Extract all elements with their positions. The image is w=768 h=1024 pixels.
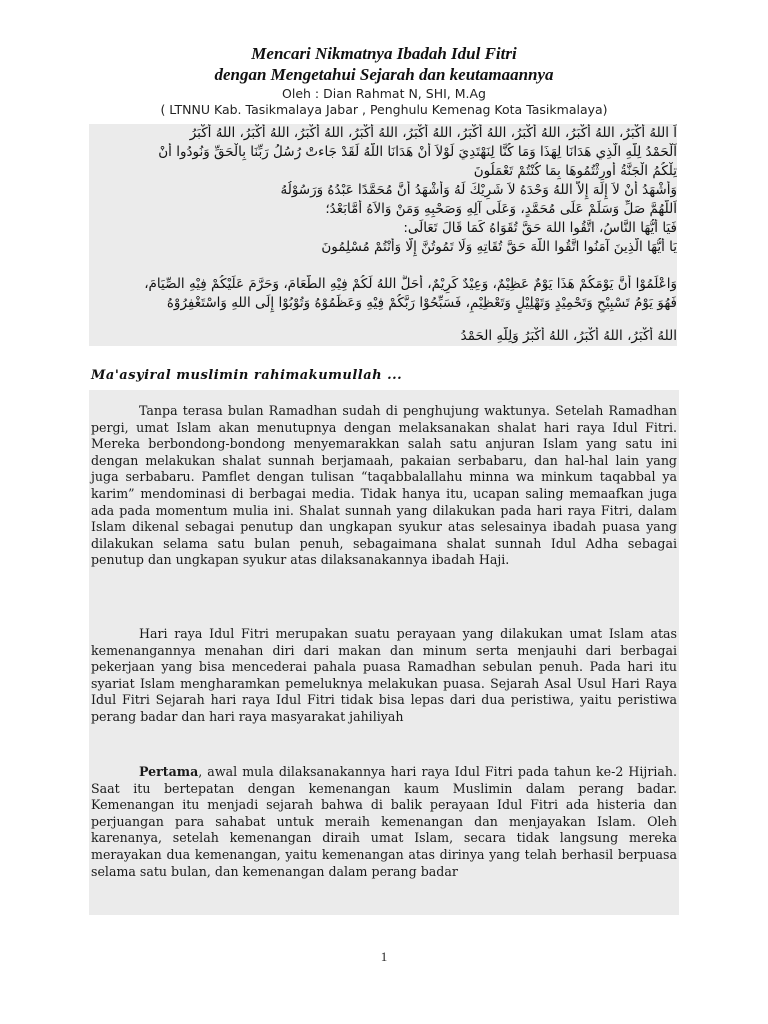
title-line-2: dengan Mengetahui Sejarah dan keutamaannya: [214, 65, 554, 84]
affiliation-line: ( LTNNU Kab. Tasikmalaya Jabar , Penghulu Kemenag Kota Tasikmalaya): [160, 102, 608, 117]
paragraph-3-text: , awal mula dilaksanakannya hari raya Idul Fitri pada tahun ke-2 Hijriah. Saat itu bertepatan dengan kemenangan kaum Muslimin dalam perang badar. Kemenangan itu menjadi sejarah bahwa di balik perayaan Idul Fitri ada histeria dan perjuangan para sahabat untuk meraih kemenangan dan menjayakan Islam. Oleh karenanya, setelah kemenangan diraih umat Islam, secara tidak langsung mereka merayakan dua kemenangan, yaitu kemenangan atas dirinya yang telah berhasil berpuasa selama satu bulan, dan kemenangan dalam perang badar: [91, 764, 677, 879]
paragraph-3-lead: Pertama: [139, 764, 199, 779]
arabic-line: اَللَّهُمَّ صَلِّ وَسَلِّمْ عَلَى مُحَمَّدٍ، وَعَلَى آلِهِ وَصَحْبِهِ وَمَنْ وَالاَهُ أَمَّابَعْدُ؛: [325, 201, 677, 217]
arabic-line: تِلْكُمُ الْجَنَّةُ أُورِثْتُمُوهَا بِمَا كُنْتُمْ تَعْمَلُونَ: [473, 163, 677, 179]
subheading: Ma'asyiral muslimin rahimakumullah ...: [91, 368, 403, 383]
paragraph-1: [91, 403, 677, 569]
arabic-line: اللهُ أَكْبَرُ، اللهُ أَكْبَرُ، اللهُ أَكْبَرُ وَلِلّهِ الحَمْدُ: [460, 328, 677, 344]
arabic-line: وَأَشْهَدُ أَنْ لاَ إِلَهَ إِلاَّ اللهُ وَحْدَهُ لاَ شَرِيْكَ لَهُ وَأَشْهَدُ أَنَّ مُحَمَّدًا عَبْدُهُ وَرَسُوْلُهُ: [280, 182, 677, 198]
author-line: Oleh : Dian Rahmat N, SHI, M.Ag: [282, 86, 486, 101]
paragraph-2: [91, 626, 677, 726]
page-number: 1: [380, 949, 388, 964]
arabic-line: اَ اللهُ أَكْبَرُ، اللهُ أَكْبَرُ، اللهُ أَكْبَرُ، اللهُ أَكْبَرُ، اللهُ أَكْبَرُ، اللهُ أَكْبَرُ، اللهُ أَكْبَرُ، اللهُ أَكْبَرُ، اللهُ أَكْبَرُ: [189, 125, 677, 141]
paragraph-3: [91, 764, 677, 880]
paragraph-1-text: Tanpa terasa bulan Ramadhan sudah di penghujung waktunya. Setelah Ramadhan pergi, umat Islam akan menutupnya dengan melaksanakan shalat hari raya Idul Fitri. Mereka berbondong-bondong menyemarakkan salah satu anjuran Islam yang satu ini dengan melakukan shalat sunnah berjamaah, pakaian serbabaru, dan hal-hal lain yang juga serbabaru. Pamflet dengan tulisan “taqabbalallahu minna wa minkum taqabbal ya karim” mendominasi di berbagai media. Tidak hanya itu, ucapan saling memaafkan juga ada pada momentum mulia ini. Shalat sunnah yang dilakukan pada hari raya Fitri, dalam Islam dikenal sebagai penutup dan ungkapan syukur atas selesainya ibadah puasa yang dilakukan selama satu bulan penuh, sebagaimana shalat sunnah Idul Adha sebagai penutup dan ungkapan syukur atas dilaksanakannya ibadah Haji.: [91, 403, 677, 568]
arabic-line: فَهُوَ يَوْمُ تَسْبِيْحٍ وَتَحْمِيْدٍ وَتَهْلِيْلٍ وَتَعْظِيْمٍ، فَسَبِّحُوْا رَبَّكُمْ فِيْهِ وَعَظِّمُوْهُ وَتُوْبُوْا إِلَى اللهِ وَاسْتَغْفِرُوْهُ: [166, 295, 677, 311]
paragraph-2-text: Hari raya Idul Fitri merupakan suatu perayaan yang dilakukan umat Islam atas kemenangannya menahan diri dari makan dan minum serta menjauhi dari berbagai pekerjaan yang bisa mencederai pahala puasa Ramadhan sebulan penuh. Pada hari itu syariat Islam mengharamkan pemeluknya melakukan puasa. Sejarah Asal Usul Hari Raya Idul Fitri Sejarah hari raya Idul Fitri tidak bisa lepas dari dua peristiwa, yaitu peristiwa perang badar dan hari raya masyarakat jahiliyah: [91, 626, 677, 724]
arabic-line: وَاعْلَمُوْا أَنَّ يَوْمَكُمْ هَذَا يَوْمٌ عَظِيْمٌ، وَعِيْدٌ كَرِيْمٌ، أَحَلَّ اللهُ لَكُمْ فِيْهِ الطَّعَامَ، وَحَرَّمَ عَلَيْكُمْ فِيْهِ الصِّيَامَ،: [144, 276, 677, 292]
arabic-line: فَيَا أَيُّهَا النَّاسُ، اتَّقُوا اللهَ حَقَّ تُقَوَاهُ كَمَا قَالَ تَعَالَى:: [403, 220, 677, 236]
body-text-block: [89, 390, 679, 915]
arabic-line: يَا أَيُّهَا الَّذِينَ آمَنُوا اتَّقُوا اللَّهَ حَقَّ تُقَاتِهِ وَلَا تَمُوتُنَّ إِلَّا وَأَنْتُمْ مُسْلِمُونَ: [321, 239, 677, 255]
arabic-opening-block: [89, 124, 677, 346]
title-line-1: Mencari Nikmatnya Ibadah Idul Fitri: [251, 44, 517, 63]
arabic-line: اَلْحَمْدُ لِلّهِ الَّذِي هَدَانَا لِهَذَا وَمَا كُنَّا لِنَهْتَدِيَ لَوْلاَ أَنْ هَدَانَا اللّهُ لَقَدْ جَاءتْ رُسُلُ رَبِّنَا بِالْحَقِّ وَنُودُوا أَنْ: [158, 144, 677, 160]
